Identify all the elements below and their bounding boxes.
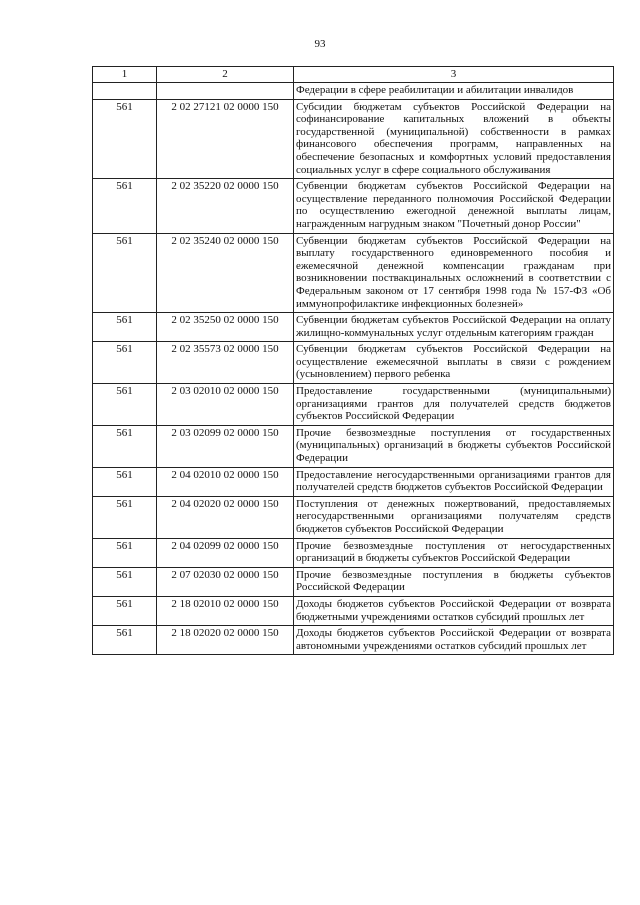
revenue-code-cell: 2 03 02099 02 0000 150 — [157, 425, 294, 467]
table-row — [93, 496, 614, 538]
description-cell: Субвенции бюджетам субъектов Российской Федерации на осуществление ежемесячной выплаты в связи с рождением (усыновлением) первого ребенка — [294, 342, 614, 384]
admin-code-cell: 561 — [93, 467, 157, 496]
description-cell: Предоставление государственными (муниципальными) организациями грантов для получателей средств бюджетов субъектов Российской Федерации — [294, 384, 614, 426]
table-row — [93, 384, 614, 426]
description-cell: Субсидии бюджетам субъектов Российской Федерации на софинансирование капитальных вложений в объекты государственной (муниципальной) собственности в рамках финансового обеспечения программ, направленных на обеспечение безопасных и комфортных условий предоставления социальных услуг в сфере социального обслуживания — [294, 99, 614, 179]
description-cell: Субвенции бюджетам субъектов Российской Федерации на осуществление переданного полномочия Российской Федерации по осуществлению ежегодной денежной выплаты лицам, награжденным нагрудным знаком "Почетный донор России" — [294, 179, 614, 233]
page-number: 93 — [314, 38, 326, 50]
description-cell: Предоставление негосударственными организациями грантов для получателей средств бюджетов субъектов Российской Федерации — [294, 467, 614, 496]
table-row — [93, 596, 614, 625]
admin-code-cell: 561 — [93, 342, 157, 384]
revenue-code-cell: 2 02 35573 02 0000 150 — [157, 342, 294, 384]
admin-code-cell — [93, 83, 157, 100]
table-row — [93, 567, 614, 596]
admin-code-cell: 561 — [93, 538, 157, 567]
description-cell: Субвенции бюджетам субъектов Российской Федерации на выплату государственного единовременного пособия и ежемесячной денежной компенсации гражданам при возникновении поствакцинальных осложнений в соответствии с Федеральным законом от 17 сентября 1998 года № 157-ФЗ «Об иммунопрофилактике инфекционных болезней» — [294, 233, 614, 313]
description-cell: Доходы бюджетов субъектов Российской Федерации от возврата бюджетными учреждениями остатков субсидий прошлых лет — [294, 596, 614, 625]
admin-code-cell: 561 — [93, 626, 157, 655]
admin-code-cell: 561 — [93, 99, 157, 179]
table-row — [93, 342, 614, 384]
description-cell: Прочие безвозмездные поступления от негосударственных организаций в бюджеты субъектов Российской Федерации — [294, 538, 614, 567]
revenue-code-cell: 2 02 35250 02 0000 150 — [157, 313, 294, 342]
revenue-code-cell: 2 02 27121 02 0000 150 — [157, 99, 294, 179]
table-row — [93, 313, 614, 342]
admin-code-cell: 561 — [93, 425, 157, 467]
admin-code-cell: 561 — [93, 313, 157, 342]
column-header-1: 1 — [93, 67, 157, 83]
description-cell: Прочие безвозмездные поступления от государственных (муниципальных) организаций в бюджеты субъектов Российской Федерации — [294, 425, 614, 467]
admin-code-cell: 561 — [93, 496, 157, 538]
description-cell: Поступления от денежных пожертвований, предоставляемых негосударственными организациями получателям средств бюджетов субъектов Российской Федерации — [294, 496, 614, 538]
description-cell: Федерации в сфере реабилитации и абилитации инвалидов — [294, 83, 614, 100]
revenue-code-cell: 2 07 02030 02 0000 150 — [157, 567, 294, 596]
table-row — [93, 626, 614, 655]
revenue-code-cell: 2 18 02020 02 0000 150 — [157, 626, 294, 655]
description-cell: Субвенции бюджетам субъектов Российской Федерации на оплату жилищно-коммунальных услуг отдельным категориям граждан — [294, 313, 614, 342]
column-header-2: 2 — [157, 67, 294, 83]
admin-code-cell: 561 — [93, 596, 157, 625]
table-row — [93, 538, 614, 567]
table-header-row — [93, 67, 614, 83]
admin-code-cell: 561 — [93, 384, 157, 426]
admin-code-cell: 561 — [93, 179, 157, 233]
table-row — [93, 425, 614, 467]
revenue-code-cell: 2 04 02099 02 0000 150 — [157, 538, 294, 567]
admin-code-cell: 561 — [93, 233, 157, 313]
revenue-code-cell: 2 18 02010 02 0000 150 — [157, 596, 294, 625]
table-row — [93, 179, 614, 233]
revenue-code-cell: 2 02 35240 02 0000 150 — [157, 233, 294, 313]
revenue-code-cell: 2 03 02010 02 0000 150 — [157, 384, 294, 426]
table-row — [93, 99, 614, 179]
revenue-codes-table — [92, 66, 614, 655]
description-cell: Доходы бюджетов субъектов Российской Федерации от возврата автономными учреждениями остатков субсидий прошлых лет — [294, 626, 614, 655]
table-row — [93, 83, 614, 100]
revenue-code-cell — [157, 83, 294, 100]
revenue-code-cell: 2 04 02020 02 0000 150 — [157, 496, 294, 538]
description-cell: Прочие безвозмездные поступления в бюджеты субъектов Российской Федерации — [294, 567, 614, 596]
revenue-code-cell: 2 02 35220 02 0000 150 — [157, 179, 294, 233]
admin-code-cell: 561 — [93, 567, 157, 596]
revenue-code-cell: 2 04 02010 02 0000 150 — [157, 467, 294, 496]
table-row — [93, 233, 614, 313]
table-row — [93, 467, 614, 496]
column-header-3: 3 — [294, 67, 614, 83]
